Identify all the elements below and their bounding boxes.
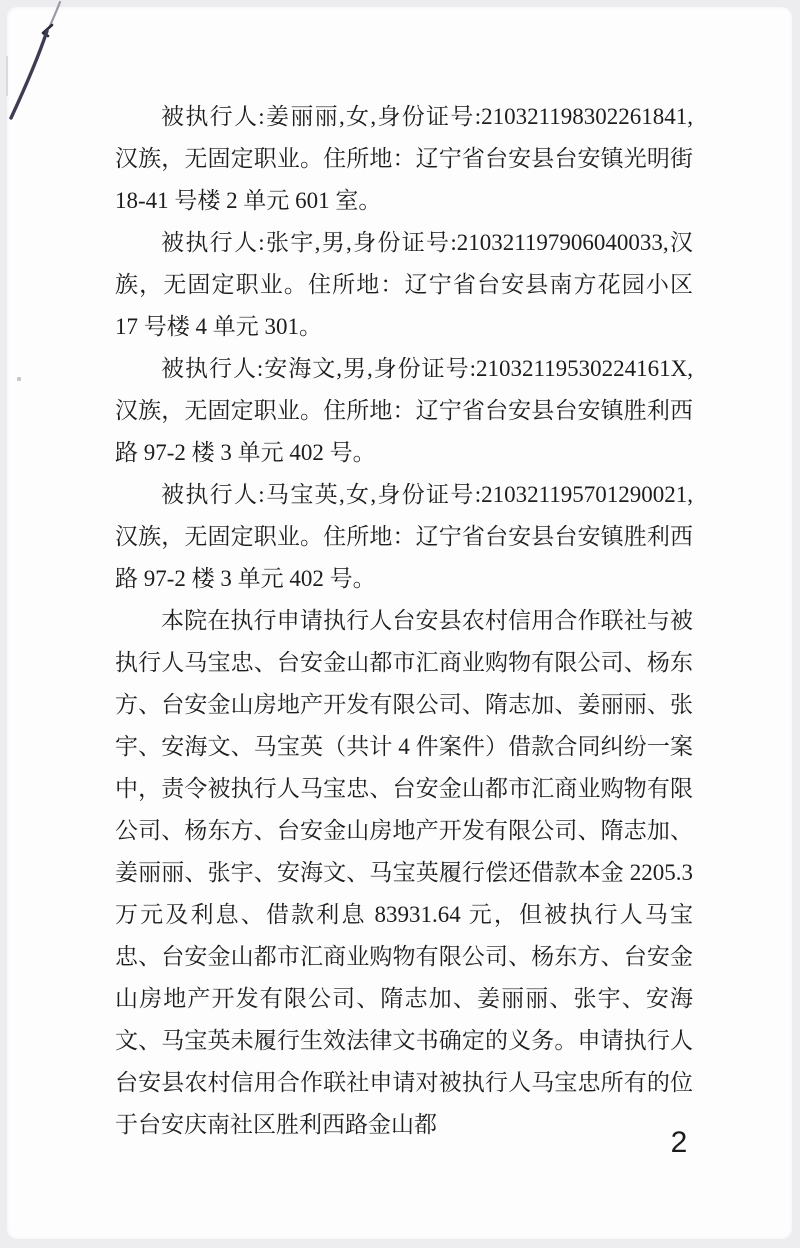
party-paragraph-jiang-lili: 被执行人:姜丽丽,女,身份证号:210321198302261841,汉族，无固定职业。住所地：辽宁省台安县台安镇光明街 18-41 号楼 2 单元 601 室。 — [115, 104, 693, 213]
scan-speck — [17, 377, 21, 381]
party-paragraph-zhang-yu: 被执行人:张宇,男,身份证号:210321197906040033,汉族，无固定职业。住所地：辽宁省台安县南方花园小区 17 号楼 4 单元 301。 — [115, 230, 693, 339]
pen-stroke-mark — [0, 0, 80, 140]
party-paragraph-ma-baoying: 被执行人:马宝英,女,身份证号:210321195701290021,汉族，无固定职业。住所地：辽宁省台安县台安镇胜利西路 97-2 楼 3 单元 402 号。 — [115, 482, 693, 591]
document-body — [115, 96, 693, 1146]
scan-edge-shadow — [6, 56, 8, 96]
execution-statement-paragraph: 本院在执行申请执行人台安县农村信用合作联社与被执行人马宝忠、台安金山都市汇商业购物有限公司、杨东方、台安金山房地产开发有限公司、隋志加、姜丽丽、张宇、安海文、马宝英（共计 4 件案件）借款合同纠纷一案中，责令被执行人马宝忠、台安金山都市汇商业购物有限公司、杨东方、台安金山房地产开发有限公司、隋志加、姜丽丽、张宇、安海文、马宝英履行偿还借款本金 2205.3 万元及利息、借款利息 83931.64 元，但被执行人马宝忠、台安金山都市汇商业购物有限公司、杨东方、台安金山房地产开发有限公司、隋志加、姜丽丽、张宇、安海文、马宝英未履行生效法律文书确定的义务。申请执行人台安县农村信用合作联社申请对被执行人马宝忠所有的位于台安庆南社区胜利西路金山都 — [115, 608, 693, 1137]
page-number: 2 — [670, 1126, 688, 1159]
party-paragraph-an-haiwen: 被执行人:安海文,男,身份证号:21032119530224161X,汉族，无固定职业。住所地：辽宁省台安县台安镇胜利西路 97-2 楼 3 单元 402 号。 — [115, 356, 693, 465]
